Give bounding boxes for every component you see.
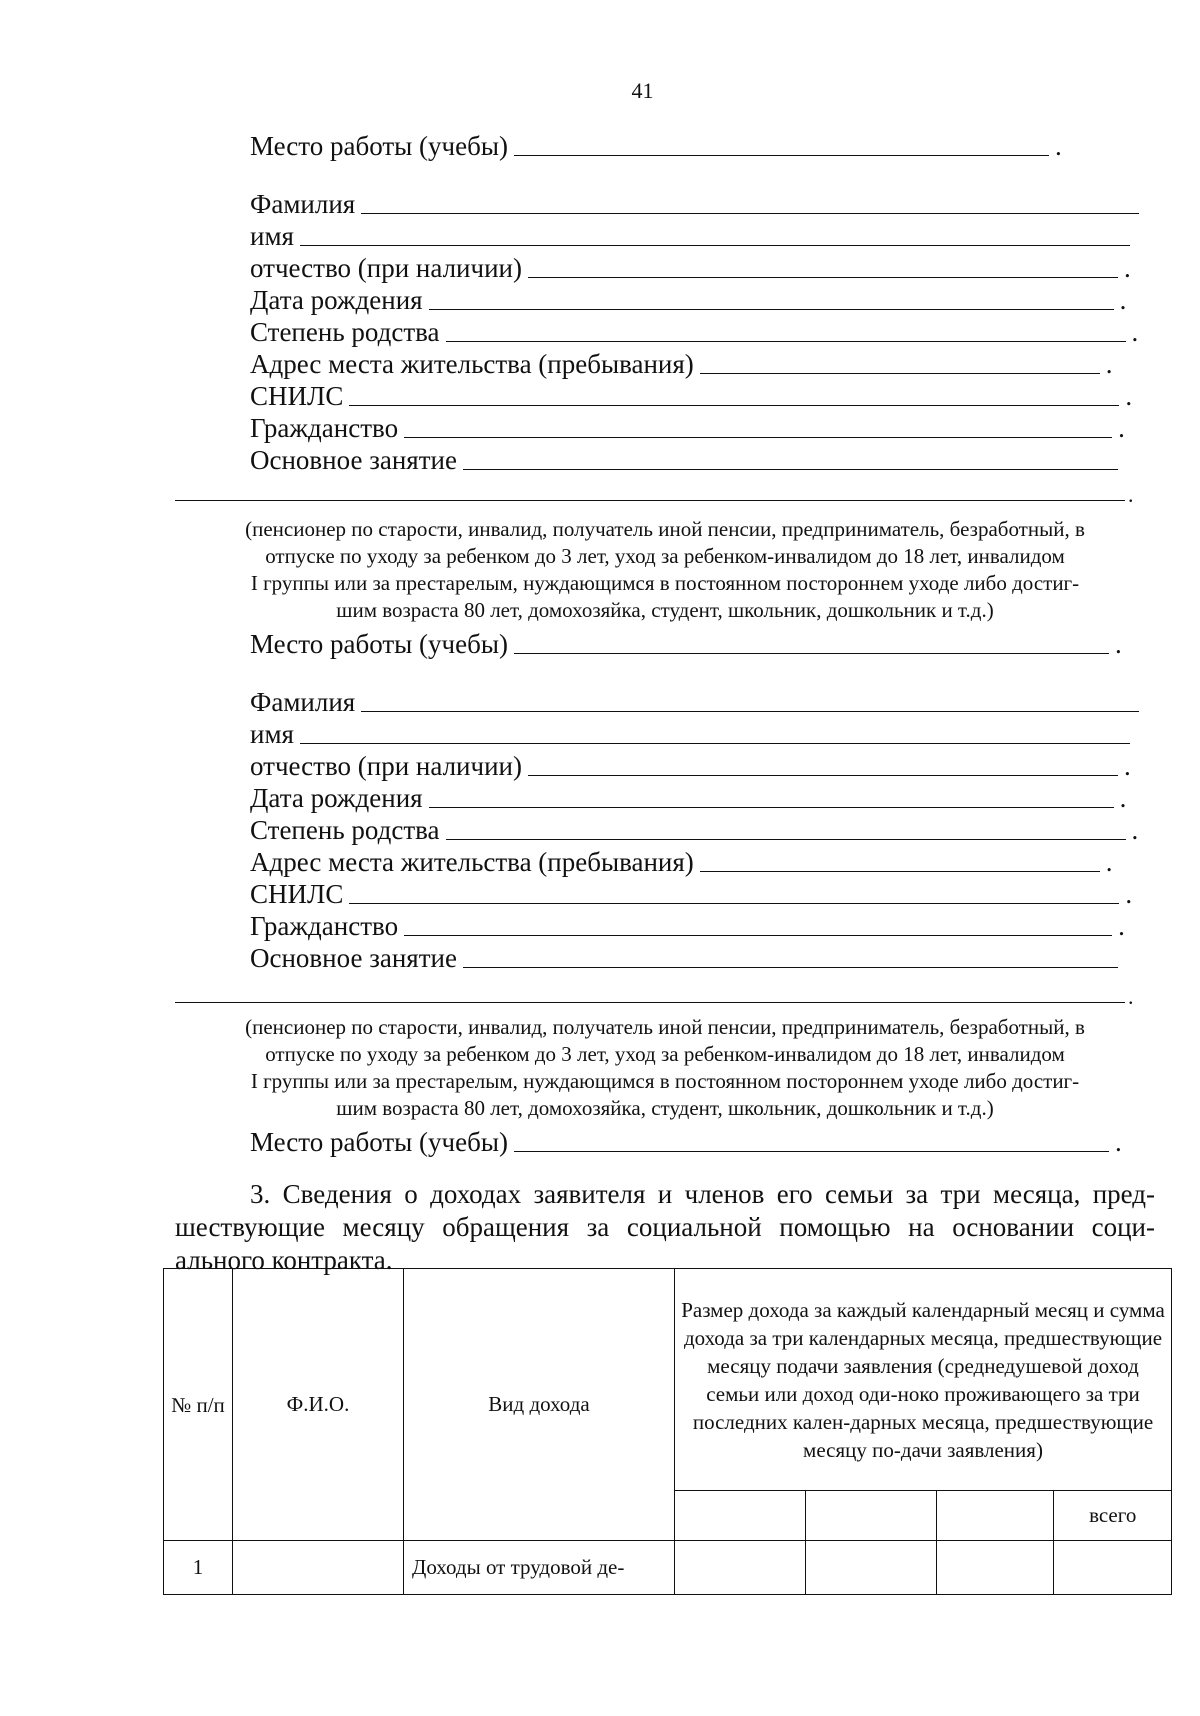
income-table <box>163 1268 1172 1595</box>
occupation-continuation-line[interactable] <box>175 1002 1125 1003</box>
row-total-cell[interactable] <box>1054 1541 1172 1595</box>
work-field[interactable]: Место работы (учебы) . <box>250 629 1122 659</box>
work-field[interactable]: Место работы (учебы) . <box>250 1127 1122 1157</box>
occupation-note: (пенсионер по старости, инвалид, получатель иной пенсии, предприниматель, безработный, в отпуске по уходу за ребенком до 3 лет, уход за ребенком-инвалидом до 18 лет, инвалидом I группы или за престарелым, нуждающимся в постоянном постороннем уходе либо достиг- шим возраста 80 лет, домохозяйка, студент, школьник, дошкольник и т.д.) <box>245 517 1085 622</box>
patronymic-field[interactable]: отчество (при наличии) . <box>250 751 1131 781</box>
surname-field[interactable]: Фамилия <box>250 186 1150 218</box>
col-fio-header: Ф.И.О. <box>233 1269 404 1541</box>
table-row <box>164 1541 1172 1595</box>
month-2-cell[interactable] <box>805 1491 936 1541</box>
address-field[interactable]: Адрес места жительства (пребывания) . <box>250 349 1113 379</box>
patronymic-field[interactable]: отчество (при наличии) . <box>250 253 1131 283</box>
snils-field[interactable]: СНИЛС . <box>250 381 1133 411</box>
name-field[interactable]: имя <box>250 716 1150 748</box>
birthdate-field[interactable]: Дата рождения . <box>250 783 1127 813</box>
col-income-type-header: Вид дохода <box>404 1269 675 1541</box>
row-income-type: Доходы от трудовой де- <box>404 1541 675 1595</box>
surname-field[interactable]: Фамилия <box>250 684 1150 716</box>
address-field[interactable]: Адрес места жительства (пребывания) . <box>250 847 1113 877</box>
line-dot: . <box>1128 984 1134 1009</box>
relation-field[interactable]: Степень родства . <box>250 815 1139 845</box>
section-3-heading: 3. Сведения о доходах заявителя и членов его семьи за три месяца, пред- шествующие месяцу обращения за социальной помощью на основании соци- ального контракта. <box>175 1179 1155 1275</box>
row-month-3-cell[interactable] <box>936 1541 1054 1595</box>
row-month-2-cell[interactable] <box>805 1541 936 1595</box>
name-field[interactable]: имя <box>250 218 1150 250</box>
line-dot: . <box>1128 482 1134 507</box>
month-1-cell[interactable] <box>675 1491 806 1541</box>
occupation-field[interactable]: Основное занятие <box>250 442 1150 474</box>
occupation-field[interactable]: Основное занятие <box>250 940 1150 972</box>
col-total-header: всего <box>1054 1491 1172 1541</box>
citizenship-field[interactable]: Гражданство . <box>250 413 1125 443</box>
row-number: 1 <box>164 1541 233 1595</box>
col-income-size-header: Размер дохода за каждый календарный месяц и сумма дохода за три календарных месяца, предшествующие месяцу подачи заявления (среднедушевой доход семьи или доход оди-ноко проживающего за три последних кален-дарных месяца, предшествующие месяцу по-дачи заявления) <box>675 1269 1172 1491</box>
row-month-1-cell[interactable] <box>675 1541 806 1595</box>
occupation-continuation-line[interactable] <box>175 500 1125 501</box>
work-field-top[interactable]: Место работы (учебы) . <box>250 131 1062 161</box>
page-number: 41 <box>631 78 654 103</box>
birthdate-field[interactable]: Дата рождения . <box>250 285 1127 315</box>
snils-field[interactable]: СНИЛС . <box>250 879 1133 909</box>
relation-field[interactable]: Степень родства . <box>250 317 1139 347</box>
occupation-note: (пенсионер по старости, инвалид, получатель иной пенсии, предприниматель, безработный, в отпуске по уходу за ребенком до 3 лет, уход за ребенком-инвалидом до 18 лет, инвалидом I группы или за престарелым, нуждающимся в постоянном постороннем уходе либо достиг- шим возраста 80 лет, домохозяйка, студент, школьник, дошкольник и т.д.) <box>245 1015 1085 1120</box>
col-number-header: № п/п <box>164 1269 233 1541</box>
row-fio-cell[interactable] <box>233 1541 404 1595</box>
field-label: Место работы (учебы) <box>250 131 508 161</box>
month-3-cell[interactable] <box>936 1491 1054 1541</box>
citizenship-field[interactable]: Гражданство . <box>250 911 1125 941</box>
